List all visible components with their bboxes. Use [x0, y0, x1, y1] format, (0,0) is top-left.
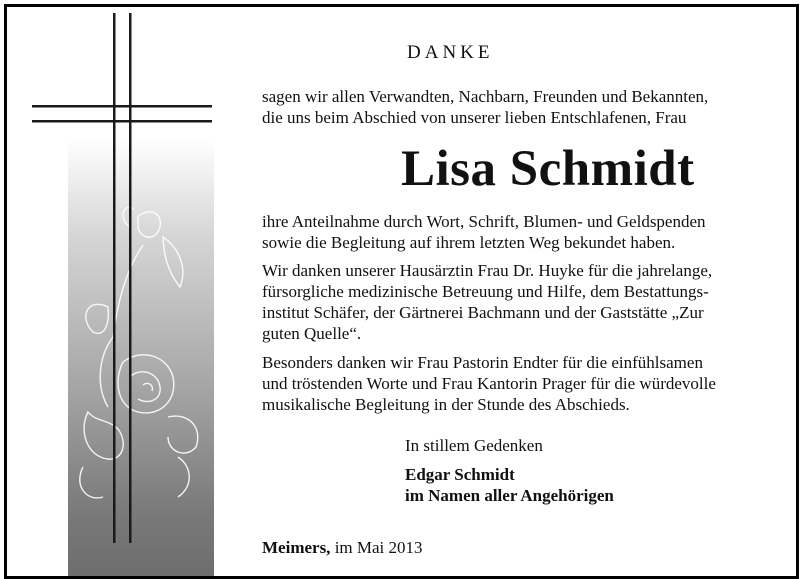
- text-line: fürsorgliche medizinische Betreuung und Hilfe, dem Bestattungs-: [262, 282, 709, 301]
- greeting: In stillem Gedenken: [405, 436, 543, 455]
- place-date: [262, 537, 423, 558]
- deceased-name: Lisa Schmidt: [401, 141, 695, 197]
- notice-heading: DANKE: [407, 42, 494, 63]
- text-line: und tröstenden Worte und Frau Kantorin Prager für die würdevolle: [262, 374, 716, 393]
- text-line: Besonders danken wir Frau Pastorin Endter für die einfühlsamen: [262, 353, 703, 372]
- text-line: institut Schäfer, der Gärtnerei Bachmann und der Gaststätte „Zur: [262, 303, 704, 322]
- intro-line: sagen wir allen Verwandten, Nachbarn, Freunden und Bekannten,: [262, 87, 709, 106]
- thanks-paragraph-3: [262, 352, 716, 415]
- place: Meimers,: [262, 538, 331, 557]
- text-line: musikalische Begleitung in der Stunde des Abschieds.: [262, 395, 630, 414]
- cross-icon: [32, 13, 222, 543]
- obituary-frame: [4, 4, 799, 579]
- intro-line: die uns beim Abschied von unserer lieben Entschlafenen, Frau: [262, 108, 687, 127]
- signature-block: [405, 464, 614, 506]
- date: im Mai 2013: [334, 538, 423, 557]
- thanks-paragraph-2: [262, 260, 712, 344]
- text-line: sowie die Begleitung auf ihrem letzten Weg bekundet haben.: [262, 233, 676, 252]
- thanks-paragraph-1: [262, 211, 706, 253]
- text-line: Wir danken unserer Hausärztin Frau Dr. Huyke für die jahrelange,: [262, 261, 713, 280]
- signer-note: im Namen aller Angehörigen: [405, 486, 614, 505]
- intro-paragraph: [262, 86, 708, 128]
- text-line: guten Quelle“.: [262, 324, 362, 343]
- signer-name: Edgar Schmidt: [405, 465, 515, 484]
- text-line: ihre Anteilnahme durch Wort, Schrift, Blumen- und Geldspenden: [262, 212, 706, 231]
